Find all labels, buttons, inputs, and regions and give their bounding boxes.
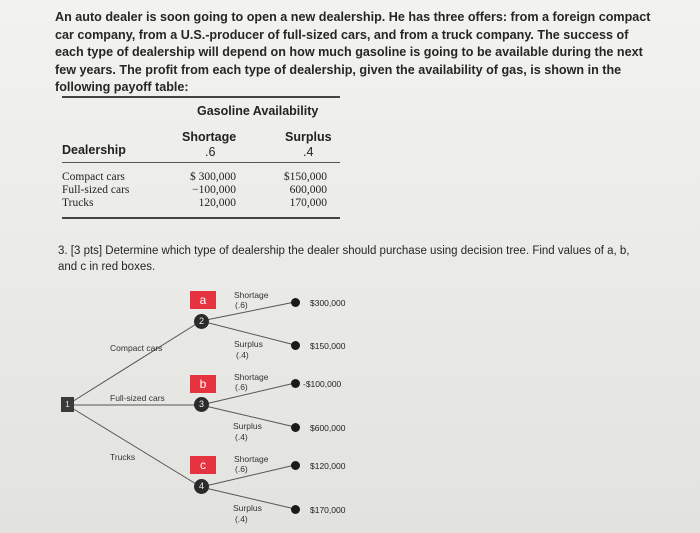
cell-compact-shortage: $ 300,000 (190, 171, 236, 183)
outcome-prob-3-shortage: (.6) (235, 382, 248, 392)
terminal-dot-6 (291, 505, 300, 514)
cell-trucks-surplus: 170,000 (289, 197, 327, 209)
outcome-prob-2-shortage: (.6) (235, 300, 248, 310)
decision-node: 1 (61, 397, 74, 412)
branch-label-compact: Compact cars (110, 343, 163, 353)
cell-compact-surplus: $150,000 (283, 171, 327, 183)
chance-node-3: 3 (194, 397, 209, 412)
outcome-prob-2-surplus: (.4) (236, 350, 249, 360)
payoff-compact-surplus: $150,000 (310, 341, 346, 351)
terminal-dot-5 (291, 461, 300, 470)
payoff-fullsized-surplus: $600,000 (310, 423, 346, 433)
terminal-dot-4 (291, 423, 300, 432)
answer-box-c[interactable]: c (190, 456, 216, 474)
col-prob-surplus: .4 (303, 145, 314, 159)
outcome-prob-4-surplus: (.4) (235, 514, 248, 524)
row-label-trucks: Trucks (62, 197, 94, 209)
chance-node-2: 2 (194, 314, 209, 329)
answer-box-a[interactable]: a (190, 291, 216, 309)
terminal-dot-3 (291, 379, 300, 388)
outcome-prob-3-surplus: (.4) (235, 432, 248, 442)
col-header-shortage: Shortage (182, 130, 237, 144)
cell-fullsized-surplus: 600,000 (289, 184, 327, 196)
terminal-dot-1 (291, 298, 300, 307)
outcome-label-4-surplus: Surplus (233, 503, 262, 513)
row-label-fullsized: Full-sized cars (62, 184, 130, 196)
payoff-trucks-surplus: $170,000 (310, 505, 346, 515)
col-header-surplus: Surplus (285, 130, 332, 144)
row-label-compact: Compact cars (62, 171, 125, 183)
outcome-label-3-shortage: Shortage (234, 372, 269, 382)
outcome-label-3-surplus: Surplus (233, 421, 262, 431)
table-group-header: Gasoline Availability (197, 104, 319, 118)
payoff-fullsized-shortage: -$100,000 (303, 379, 342, 389)
cell-fullsized-shortage: −100,000 (192, 184, 236, 196)
answer-box-b[interactable]: b (190, 375, 216, 393)
payoff-compact-shortage: $300,000 (310, 298, 346, 308)
problem-intro: An auto dealer is soon going to open a new dealership. He has three offers: from a foreign compact car company, from a U.S.-producer of full-sized cars, and from a truck company. The success of each type of dealership will depend on how much gasoline is going to be available during the next few years. The profit from each type of dealership, given the availability of gas, is shown in the following payoff table: (55, 10, 651, 94)
branch-label-trucks: Trucks (110, 452, 136, 462)
outcome-label-2-shortage: Shortage (234, 290, 269, 300)
branch-label-fullsized: Full-sized cars (110, 393, 165, 403)
payoff-trucks-shortage: $120,000 (310, 461, 346, 471)
terminal-dot-2 (291, 341, 300, 350)
outcome-label-2-surplus: Surplus (234, 339, 263, 349)
cell-trucks-shortage: 120,000 (198, 197, 236, 209)
row-header-dealership: Dealership (62, 143, 126, 157)
question-3: 3. [3 pts] Determine which type of dealership the dealer should purchase using decision tree. Find values of a, b, and c in red boxes. (58, 245, 630, 273)
outcome-label-4-shortage: Shortage (234, 454, 269, 464)
outcome-prob-4-shortage: (.6) (235, 464, 248, 474)
col-prob-shortage: .6 (205, 145, 216, 159)
chance-node-4: 4 (194, 479, 209, 494)
branch-line-trucks (67, 405, 201, 487)
